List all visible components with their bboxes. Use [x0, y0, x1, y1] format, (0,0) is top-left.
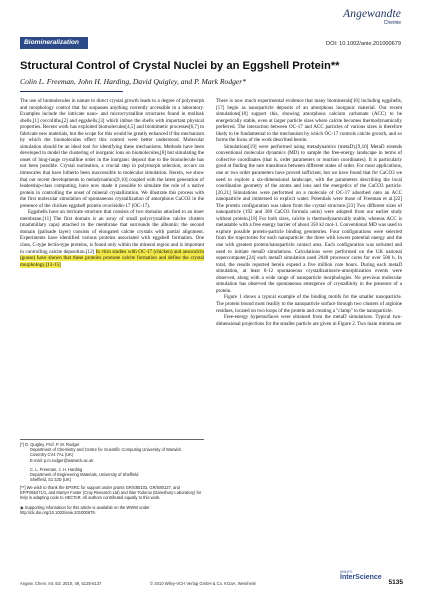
footnote-line: [*] D. Quigley, Prof. P. M. Rodger: [20, 442, 80, 447]
footer-copyright: © 2010 Wiley-VCH Verlag GmbH & Co. KGaA, Weinheim: [150, 581, 257, 586]
supporting-info-icon: ◉: [20, 505, 24, 510]
highlighted-text: In vitro studies with OC-17 (chicken) and ansocalcin (goose) have shown that these proteins promote calcite formation and define the crystal morphology.[13-15]: [20, 248, 204, 268]
footnote-line: Sheffield, S1 3JD (UK): [30, 477, 72, 483]
page-number: 5135: [388, 579, 403, 586]
column-right: [216, 98, 402, 327]
paragraph: Simulations[19] were performed using metadynamics (metaD).[9,10] MetaD extends conventional molecular dynamics (MD) to sample the free-energy landscape in terms of collective coordinates (that is, order parameters or reaction coordinates). It is particularly good at finding the rare transitions between different states of order. For most applications, one or two order parameters have proved sufficient, but we have found that for CaCO3 we need to explore a six-dimensional landscape, with the parameters describing the local coordination geometry of the atoms and ions and the energetics of the CaCO3 particle.[20,21] Simulations were performed on a molecule of OC-17 adsorbed onto an ACC nanoparticle and immersed in explicit water. Potentials were those of Freeman et al.[22] The protein configuration was taken from the crystal structure.[23] Two different sizes of nanoparticle (192 and 300 CaCO3 formula units) were adopted from our earlier study without protein.[18] For both sizes, calcite is thermodynamically stable, whereas ACC is metastable with a free energy barrier of about 350 kJ mol-1. Conventional MD was used to explore possible protein-particle binding geometries. Four configurations were selected from the trajectories for each nanoparticle: the three with lowest potential energy and the one with greatest protein/nanoparticle contact area. Each configuration was solvated and used to initiate metaD simulations. Calculations were performed on the UK national supercomputer,[24] each metaD simulation used 2048 processor cores for over 500 h. In total, the results reported herein expend a five million core hours. During each metaD simulation, at least 8-12 spontaneous crystallization/re-amorphization events were observed, along with a wide range of nanoparticle morphologies. No previous molecular simulation has observed the spontaneous emergence of crystallinity in the presence of a protein.: [216, 143, 402, 294]
doi: DOI: 10.1002/anie.201000679: [326, 41, 401, 47]
footer-citation: Angew. Chem. Int. Ed. 2010, 49, 5135-5137: [20, 581, 102, 586]
article-authors: Colin L. Freeman, John H. Harding, David Quigley, and P. Mark Rodger*: [20, 77, 247, 86]
footnote-line: Coventry CV4 7AL (UK): [30, 452, 74, 458]
column-left: [20, 98, 204, 268]
publisher-logo-text: InterScience: [340, 574, 382, 581]
paragraph-text: Eggshells have an intricate structure that consists of two domains attached to an inner membrane.[11] The first domain is an array of small polycrystalline calcite clusters (mammillary caps) attached to the membrane that surrounds the albumin; the second domain (palisade layer) consists of elongated calcite crystals with partial alignment. Experiments have identified various proteins associated with eggshell formation. One class, C-type lectin-type proteins, is found only within the mineral region and is important in controlling calcite deposition.[12]: [20, 209, 204, 255]
footnote-supporting-info: [20, 505, 204, 515]
paragraph: There is now much experimental evidence that many biominerals[16] including eggshells,[17] begin as nanoparticle deposits of an amorphous inorganic material. Our recent simulations[18] support this, showing amorphous calcium carbonate (ACC) to be energetically stable, even at larger particle sizes where calcite becomes thermodynamically preferred. The interaction between OC-17 and ACC particles of various sizes is therefore likely to be fundamental to the mechanism by which OC-17 controls calcite growth, and so forms the focus of the work described herein.: [216, 98, 402, 144]
journal-subname: Chemie: [383, 20, 401, 26]
publisher-logo: [340, 569, 382, 581]
footnote-email[interactable]: E-mail: p.m.rodger@warwick.ac.uk: [30, 457, 94, 463]
footnote-line[interactable]: Supporting information for this article is available on the WWW under http://dx.doi.org/10.1002/anie.201000679.: [20, 505, 150, 516]
paragraph: [20, 209, 204, 268]
journal-name: Angewandte: [343, 8, 401, 20]
footnote-rule: [20, 439, 204, 440]
paragraph: Free-energy hypersurfaces were obtained from the metaD simulations. Typical two-dimensional projections for the smaller particle are given in Figure 2. Two main minima are: [216, 314, 402, 327]
footnote-line: C. L. Freeman, J. H. Harding: [30, 467, 83, 472]
footnote-line: Department of Engineering Materials, University of Sheffield: [30, 472, 139, 478]
journal-logo: [343, 8, 401, 26]
footnote-line: Department of Chemistry and Centre for Scientific Computing University of Warwick: [30, 447, 182, 453]
footnote-affiliation-2: [20, 467, 204, 483]
paragraph: Figure 1 shows a typical example of the binding motifs for the smaller nanoparticle. The protein bound most readily to the nanoparticle surface through two clusters of arginine residues, located on two loops of the protein and creating a "clamp" to the nanoparticle.: [216, 294, 402, 314]
category-label: Biomineralization: [20, 37, 88, 49]
footnote-affiliation-1: [20, 442, 204, 463]
publisher-logo-small: WILEY: [340, 569, 353, 574]
paragraph: The use of biomolecules in nature to direct crystal growth leads to a degree of polymorph and morphology control that far surpasses anything currently accessible in a laboratory. Examples include the intricate nano- and microcrystalline structures found in mollusk shells,[1] coccoliths,[2] and eggshells,[3] which imbue the shells with important physical properties. Recent work has exploited biomolecules[4,5] and biomimetic processes[6,7] to fabricate new materials, but the scope for this would be greatly enhanced if the mechanism by which the biomolecules effect this control were better understood. Molecular simulation should be an ideal tool for identifying these mechanisms. Methods have been developed to model the clustering of inorganic ions on biomolecules,[8] but simulating the onset of long-range crystalline order in the inorganic deposit due to the biomolecule has not been possible. Crystal nucleation, a crucial step in polymorph selection, occurs on timescales that have hitherto been inaccessible to molecular simulation. Herein, we show that our recent developments to metadynamics[9,10] coupled with the latest generation of leadership-class computing, have now made it possible to simulate the role of a native protein in controlling the onset of mineral crystallization. We illustrate this process with the first molecular simulation of spontaneous crystallization of amorphous CaCO3 in the presence of the chicken eggshell protein ovocleidin-17 (OC-17).: [20, 98, 204, 209]
article-title: Structural Control of Crystal Nuclei by an Eggshell Protein**: [20, 60, 340, 72]
footnote-acknowledgement: [**] We wish to thank the EPSRC for support under grants GR/S80103, GR/S80127, and EP/F055471/1, and Martyn Foster (Cray Research Ltd) and Ilian Todorov (Daresbury Laboratory) for help in adapting code to HECToR. All authors contributed equally to this work.: [20, 485, 202, 501]
title-rule: [20, 91, 123, 92]
